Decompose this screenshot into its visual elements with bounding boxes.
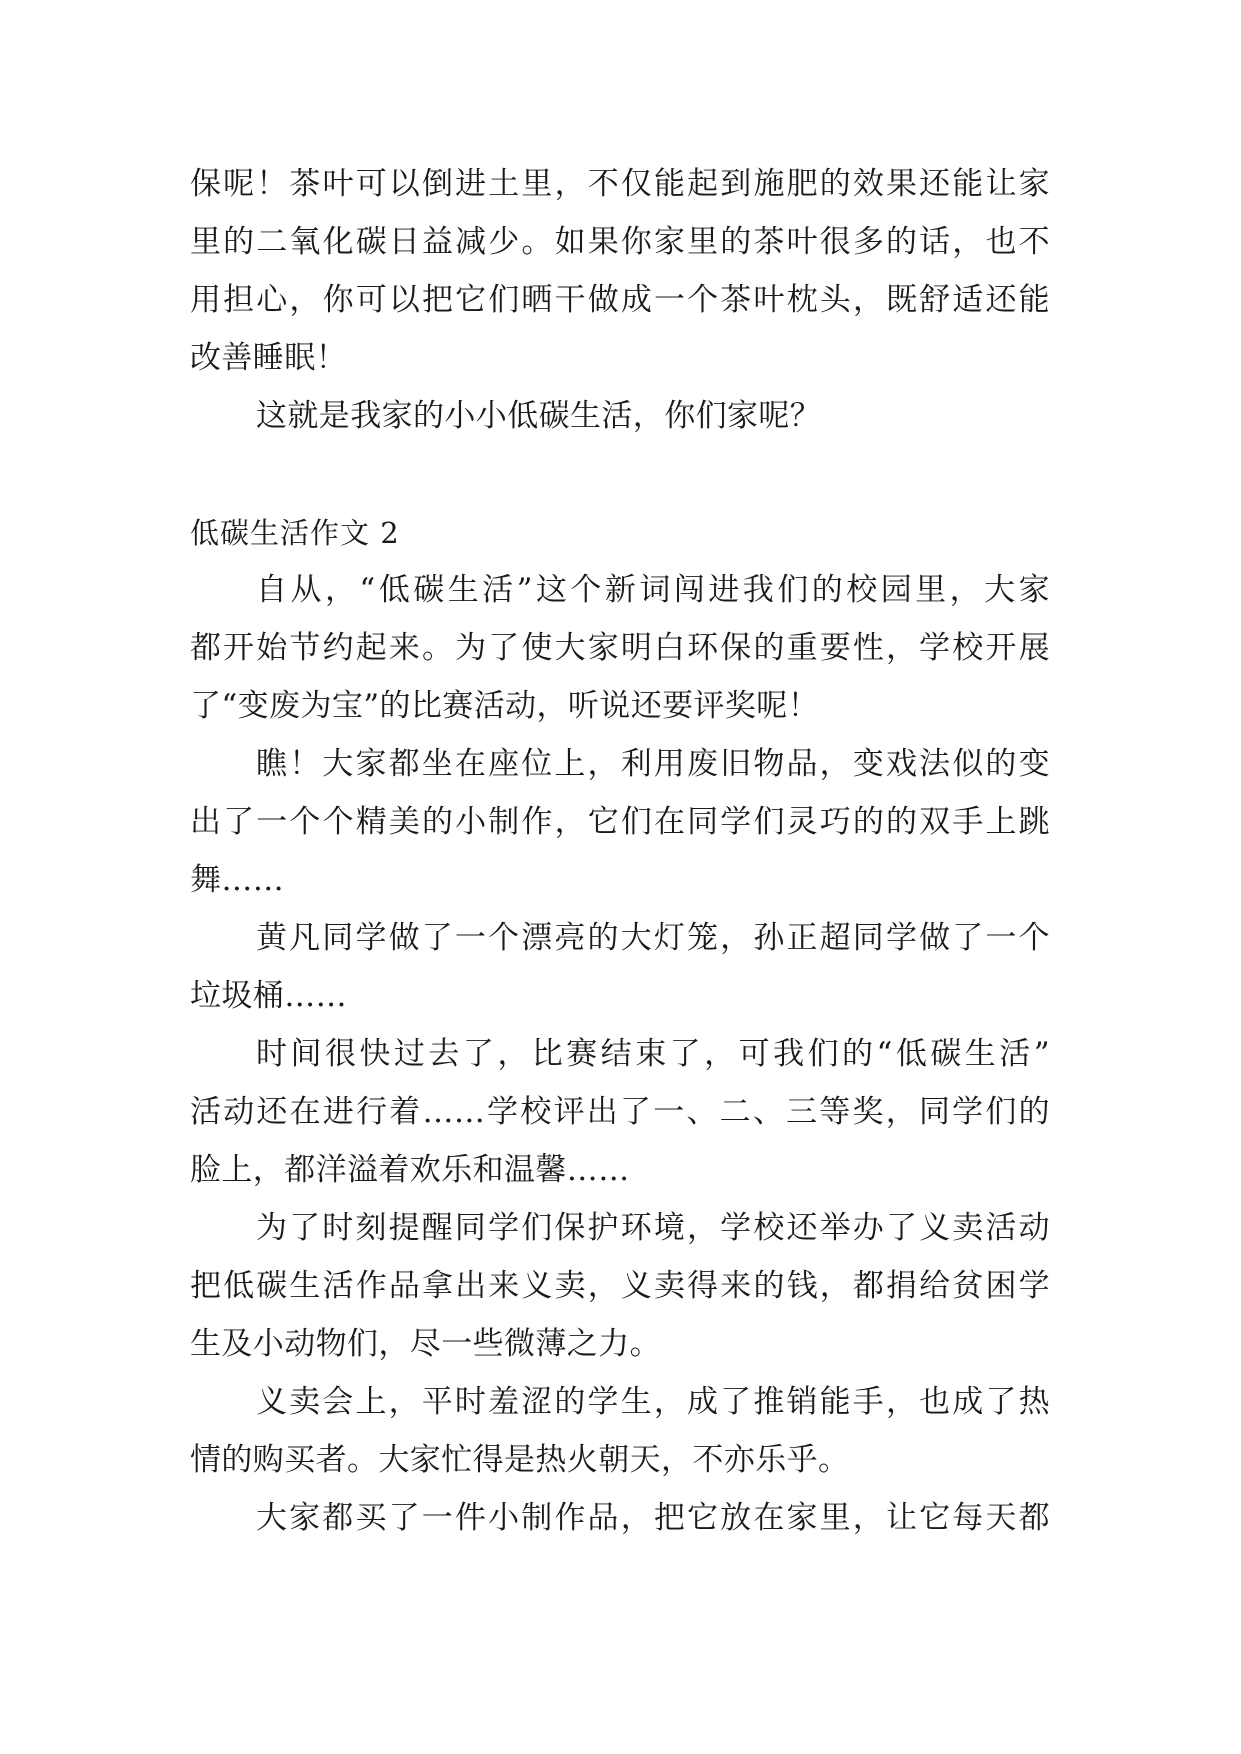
paragraph-8-line-1: 义卖会上，平时羞涩的学生，成了推销能手，也成了热 (256, 1384, 1050, 1420)
paragraph-9-line-1: 大家都买了一件小制作品，把它放在家里，让它每天都 (256, 1500, 1050, 1536)
paragraph-3-line-3: 了“变废为宝”的比赛活动，听说还要评奖呢！ (190, 688, 820, 724)
paragraph-7-line-2: 把低碳生活作品拿出来义卖，义卖得来的钱，都捐给贫困学 (190, 1268, 1050, 1304)
paragraph-7-line-1: 为了时刻提醒同学们保护环境，学校还举办了义卖活动 (256, 1210, 1050, 1246)
paragraph-4-line-3: 舞…… (190, 862, 285, 898)
paragraph-1-line-2: 里的二氧化碳日益减少。如果你家里的茶叶很多的话，也不 (190, 224, 1050, 260)
paragraph-6-line-2: 活动还在进行着……学校评出了一、二、三等奖，同学们的 (190, 1094, 1050, 1130)
paragraph-7-line-3: 生及小动物们，尽一些微薄之力。 (190, 1326, 661, 1362)
section-heading: 低碳生活作文 2 (190, 516, 400, 550)
paragraph-2-line-1: 这就是我家的小小低碳生活，你们家呢？ (256, 398, 822, 434)
paragraph-1-line-3: 用担心，你可以把它们晒干做成一个茶叶枕头，既舒适还能 (190, 282, 1050, 318)
paragraph-1-line-4: 改善睡眠！ (190, 340, 347, 376)
paragraph-6-line-1: 时间很快过去了，比赛结束了，可我们的“低碳生活” (256, 1036, 1050, 1072)
paragraph-6-line-3: 脸上，都洋溢着欢乐和温馨…… (190, 1152, 630, 1188)
paragraph-8-line-2: 情的购买者。大家忙得是热火朝天，不亦乐乎。 (190, 1442, 850, 1478)
paragraph-5-line-1: 黄凡同学做了一个漂亮的大灯笼，孙正超同学做了一个 (256, 920, 1050, 956)
paragraph-4-line-1: 瞧！大家都坐在座位上，利用废旧物品，变戏法似的变 (256, 746, 1050, 782)
paragraph-4-line-2: 出了一个个精美的小制作，它们在同学们灵巧的的双手上跳 (190, 804, 1050, 840)
paragraph-5-line-2: 垃圾桶…… (190, 978, 347, 1014)
paragraph-1-line-1: 保呢！茶叶可以倒进土里，不仅能起到施肥的效果还能让家 (190, 166, 1050, 202)
paragraph-3-line-1: 自从，“低碳生活”这个新词闯进我们的校园里，大家 (256, 572, 1050, 608)
paragraph-3-line-2: 都开始节约起来。为了使大家明白环保的重要性，学校开展 (190, 630, 1050, 666)
